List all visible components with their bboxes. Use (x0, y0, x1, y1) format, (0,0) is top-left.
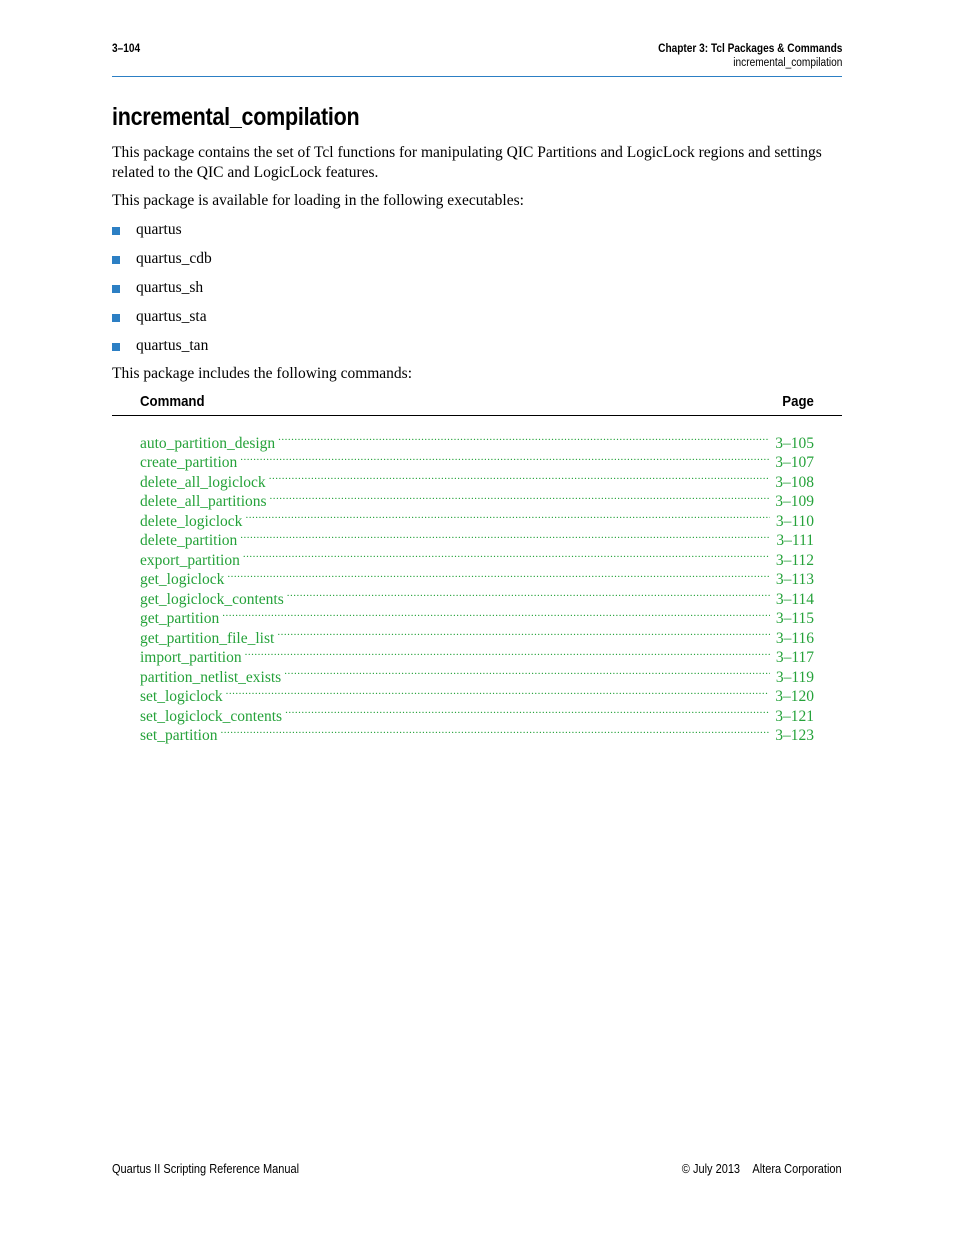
page-link[interactable]: 3–123 (775, 727, 814, 744)
dot-leader (243, 545, 770, 565)
table-row[interactable] (140, 682, 814, 705)
dot-leader (245, 506, 769, 526)
page-link[interactable]: 3–119 (775, 668, 814, 686)
command-link[interactable]: get_logiclock_contents (140, 590, 284, 608)
command-link[interactable]: get_partition_file_list (140, 629, 275, 647)
dot-leader (277, 623, 770, 643)
page-link[interactable]: 3–120 (775, 688, 814, 705)
dot-leader (284, 662, 770, 682)
table-row[interactable] (140, 643, 814, 666)
dot-leader (245, 643, 770, 663)
dot-leader (227, 565, 769, 585)
command-link[interactable]: delete_partition (140, 532, 238, 549)
command-link[interactable]: export_partition (140, 551, 240, 569)
executables-list (112, 220, 212, 365)
page-link[interactable]: 3–111 (776, 532, 814, 549)
command-link[interactable]: set_logiclock_contents (140, 707, 283, 725)
table-row[interactable] (140, 448, 814, 471)
page-number: 3–104 (112, 43, 141, 55)
page-link[interactable]: 3–110 (775, 512, 814, 530)
table-row[interactable] (140, 662, 814, 686)
table-row[interactable] (140, 545, 814, 569)
bullet-square-icon (112, 285, 120, 293)
dot-leader (226, 682, 770, 702)
chapter-title: Chapter 3: Tcl Packages & Commands (657, 43, 842, 55)
column-header-command: Command (140, 393, 205, 410)
footer-date: © July 2013 (682, 1162, 741, 1176)
table-header-rule (112, 415, 842, 416)
dot-leader (221, 721, 770, 741)
table-row[interactable] (140, 526, 814, 549)
table-row[interactable] (140, 487, 814, 510)
table-row[interactable] (140, 721, 814, 744)
dot-leader (240, 526, 770, 546)
table-row[interactable] (140, 565, 814, 588)
section-title: incremental_compilation (732, 57, 842, 69)
dot-leader (222, 604, 770, 624)
table-row[interactable] (140, 467, 814, 491)
command-link[interactable]: delete_all_logiclock (140, 473, 266, 491)
table-row[interactable] (140, 584, 814, 608)
page-link[interactable]: 3–107 (775, 454, 814, 471)
list-item: quartus_cdb (112, 249, 212, 278)
command-link[interactable]: delete_logiclock (140, 512, 243, 530)
page-link[interactable]: 3–117 (775, 649, 814, 666)
page-link[interactable]: 3–116 (775, 629, 814, 647)
includes-paragraph: This package includes the following commands: (112, 365, 413, 382)
bullet-square-icon (112, 343, 120, 351)
command-link[interactable]: auto_partition_design (140, 434, 276, 452)
command-link[interactable]: delete_all_partitions (140, 493, 267, 510)
dot-leader (270, 487, 770, 507)
list-item: quartus_sta (112, 307, 212, 336)
header-rule (112, 76, 842, 77)
dot-leader (287, 584, 770, 604)
footer-right (682, 1162, 842, 1176)
bullet-square-icon (112, 256, 120, 264)
table-row[interactable] (140, 428, 814, 452)
footer-company: Altera Corporation (752, 1162, 842, 1176)
available-paragraph: This package is available for loading in the following executables: (112, 192, 524, 209)
intro-paragraph: This package contains the set of Tcl functions for manipulating QIC Partitions and LogicLock regions and settings related to the QIC and LogicLock features. (112, 144, 822, 181)
table-row[interactable] (140, 604, 814, 627)
dot-leader (278, 428, 769, 448)
bullet-square-icon (112, 314, 120, 322)
command-link[interactable]: create_partition (140, 454, 238, 471)
dot-leader (285, 701, 769, 721)
command-link[interactable]: get_logiclock (140, 571, 225, 588)
list-item: quartus_tan (112, 336, 212, 365)
list-item: quartus (112, 220, 212, 249)
bullet-square-icon (112, 227, 120, 235)
page-link[interactable]: 3–113 (775, 571, 814, 588)
list-item: quartus_sh (112, 278, 212, 307)
page-link[interactable]: 3–115 (775, 610, 814, 627)
page-link[interactable]: 3–108 (775, 473, 814, 491)
dot-leader (269, 467, 770, 487)
page-link[interactable]: 3–105 (775, 434, 814, 452)
table-row[interactable] (140, 506, 814, 530)
table-row[interactable] (140, 701, 814, 725)
footer-manual-title: Quartus II Scripting Reference Manual (112, 1162, 300, 1176)
page-link[interactable]: 3–112 (775, 551, 814, 569)
page-link[interactable]: 3–121 (775, 707, 814, 725)
page-title: incremental_compilation (112, 103, 360, 131)
command-link[interactable]: import_partition (140, 649, 242, 666)
column-header-page: Page (782, 393, 814, 410)
command-link[interactable]: partition_netlist_exists (140, 668, 282, 686)
command-link[interactable]: set_partition (140, 727, 218, 744)
page-link[interactable]: 3–109 (775, 493, 814, 510)
dot-leader (240, 448, 769, 468)
page-link[interactable]: 3–114 (775, 590, 814, 608)
running-header (633, 43, 842, 69)
table-row[interactable] (140, 623, 814, 647)
command-link[interactable]: get_partition (140, 610, 220, 627)
command-link[interactable]: set_logiclock (140, 688, 223, 705)
command-list (140, 428, 814, 744)
